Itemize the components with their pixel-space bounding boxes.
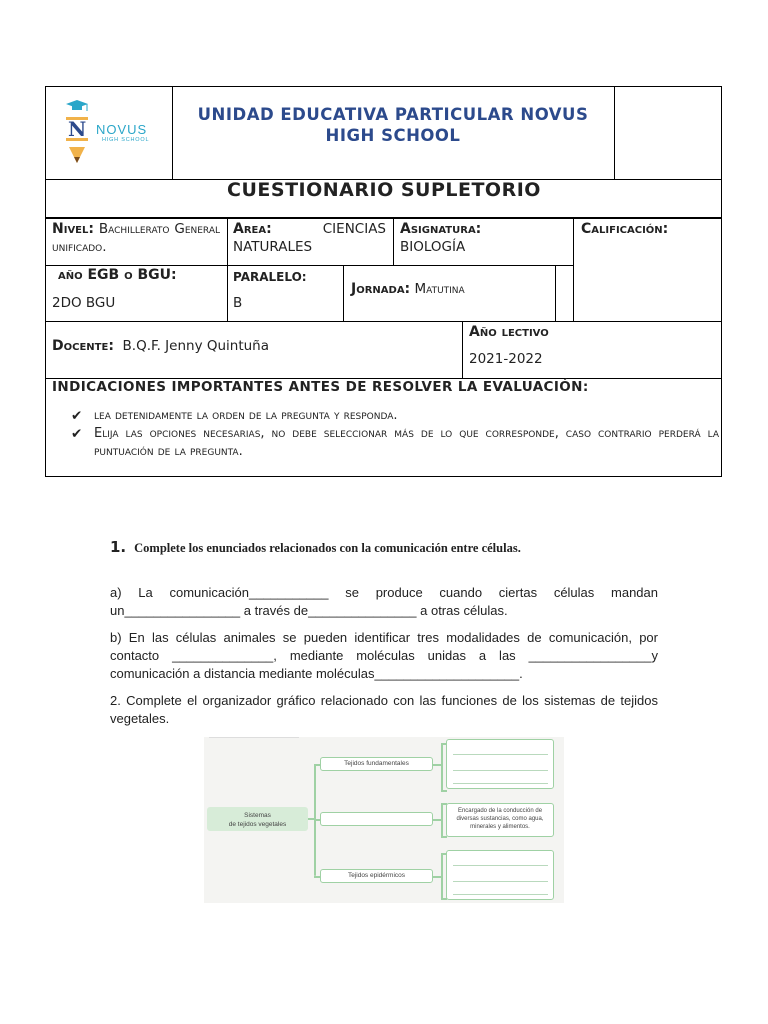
nivel-value: Bachillerato General unificado. bbox=[52, 221, 220, 255]
answer-box-1 bbox=[446, 739, 554, 789]
question-1a: a) La comunicación___________ se produce cuando ciertas células mandan un________________ a través de_______________ a otras células. bbox=[110, 585, 658, 618]
divider bbox=[555, 265, 556, 321]
question-1b: b) En las células animales se pueden identificar tres modalidades de comunicación, por contacto ______________, mediante moléculas unidas a las _________________y comunicación a distancia mediante moléculas____________________. bbox=[110, 630, 658, 681]
docente-cell bbox=[52, 337, 457, 355]
root-node: Sistemas de tejidos vegetales bbox=[207, 807, 308, 831]
divider bbox=[462, 321, 463, 378]
question-2: 2. Complete el organizador gráfico relacionado con las funciones de los sistemas de tejidos vegetales. bbox=[110, 693, 658, 726]
question-number: 1. bbox=[110, 538, 127, 556]
indicaciones-title: INDICACIONES IMPORTANTES ANTES DE RESOLVER LA EVALUACIÓN: bbox=[52, 379, 589, 395]
document-title: CUESTIONARIO SUPLETORIO bbox=[227, 179, 541, 201]
calificacion-cell bbox=[581, 220, 721, 238]
logo-name: NOVUS bbox=[96, 122, 148, 137]
divider bbox=[393, 218, 394, 265]
tissue-systems-diagram bbox=[204, 737, 564, 903]
divider bbox=[45, 217, 722, 219]
description-box: Encargado de la conducción de diversas sustancias, como agua, minerales y alimentos. bbox=[446, 803, 554, 837]
nivel-label: Nivel: bbox=[52, 221, 94, 237]
logo-subtitle: HIGH SCHOOL bbox=[102, 137, 150, 143]
question-1-heading bbox=[110, 538, 521, 556]
answer-box-3 bbox=[446, 850, 554, 900]
school-logo bbox=[60, 95, 172, 167]
logo-letter: N bbox=[68, 117, 87, 141]
divider bbox=[227, 218, 228, 321]
docente-value: B.Q.F. Jenny Quintuña bbox=[122, 338, 270, 354]
school-name: UNIDAD EDUCATIVA PARTICULAR NOVUS HIGH SCHOOL bbox=[197, 105, 589, 145]
paralelo-value: B bbox=[233, 295, 243, 311]
asignatura-value: BIOLOGÍA bbox=[400, 239, 466, 255]
jornada-value: Matutina bbox=[414, 281, 465, 297]
branch-empty bbox=[320, 812, 433, 826]
egb-value: 2DO BGU bbox=[52, 295, 116, 311]
jornada-cell bbox=[351, 280, 551, 298]
asignatura-label: Asignatura: bbox=[400, 221, 482, 237]
branch-epidermicos: Tejidos epidérmicos bbox=[320, 869, 433, 883]
divider bbox=[614, 86, 615, 179]
asignatura-cell bbox=[400, 220, 570, 256]
lectivo-label: Año lectivo bbox=[469, 324, 549, 340]
docente-label: Docente: bbox=[52, 338, 114, 354]
check-mark-icon: ✔ bbox=[71, 408, 83, 424]
calificacion-label: Calificación: bbox=[581, 221, 669, 237]
divider bbox=[45, 321, 722, 322]
divider bbox=[573, 218, 574, 321]
indicacion-item: Elija las opciones necesarias, no debe seleccionar más de lo que corresponde, caso contrario perderá la puntuación de la pregunta. bbox=[94, 426, 719, 459]
area-label: Area: bbox=[233, 221, 272, 237]
paralelo-label: PARALELO: bbox=[233, 270, 307, 284]
area-cell bbox=[233, 220, 386, 256]
jornada-label: Jornada: bbox=[351, 281, 411, 297]
indicacion-item: lea detenidamente la orden de la pregunta y responda. bbox=[94, 408, 398, 423]
branch-fundamentales: Tejidos fundamentales bbox=[320, 757, 433, 771]
area-value: CIENCIAS NATURALES bbox=[233, 221, 386, 255]
lectivo-value: 2021-2022 bbox=[469, 351, 543, 367]
egb-label: año EGB o BGU: bbox=[58, 267, 177, 283]
nivel-cell bbox=[52, 220, 220, 256]
question-1-title: Complete los enunciados relacionados con la comunicación entre células. bbox=[134, 541, 521, 555]
divider bbox=[343, 265, 344, 321]
check-mark-icon: ✔ bbox=[71, 426, 83, 442]
